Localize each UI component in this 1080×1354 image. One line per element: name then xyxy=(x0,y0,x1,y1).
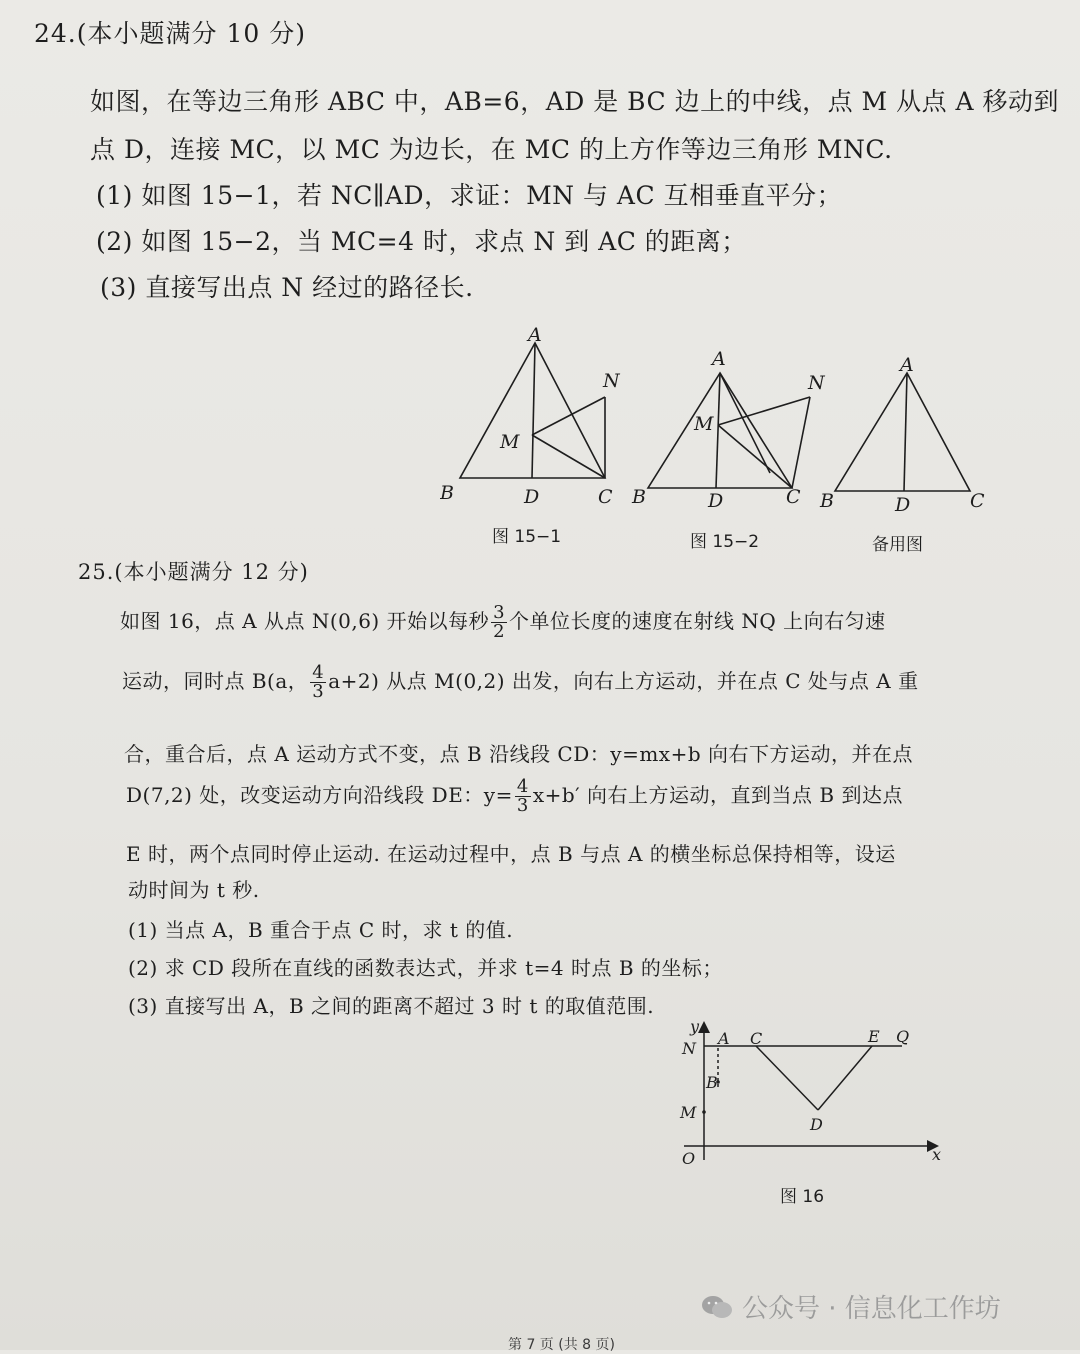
watermark xyxy=(700,1288,1001,1325)
q24-number: 24. xyxy=(34,19,77,48)
fig16-label-b: B xyxy=(706,1073,718,1092)
fig16-coordinate-plot xyxy=(670,1018,960,1178)
q25-line4 xyxy=(126,778,903,815)
fig1-label-d: D xyxy=(524,486,540,508)
fig16-segment-cd xyxy=(756,1046,818,1110)
q24-score: (本小题满分 10 分) xyxy=(76,19,306,48)
q25-number: 25. xyxy=(78,560,115,584)
fig1-label-c: C xyxy=(598,486,613,508)
q24-part1: (1) 如图 15−1，若 NC∥AD，求证：MN 与 AC 互相垂直平分； xyxy=(96,181,843,210)
fig1-label-n: N xyxy=(603,370,620,392)
q24-line2: 点 D，连接 MC，以 MC 为边长，在 MC 的上方作等边三角形 MNC. xyxy=(90,135,893,164)
fig16-segment-de xyxy=(818,1046,872,1110)
fig3-label-b: B xyxy=(820,490,834,512)
q25-l2b: a+2) 从点 M(0,2) 出发，向右上方运动，并在点 C 处与点 A 重 xyxy=(328,669,919,693)
q24-line1: 如图，在等边三角形 ABC 中，AB=6，AD 是 BC 边上的中线，点 M 从点 A 移动到 xyxy=(90,87,1060,116)
fig3-median xyxy=(904,373,907,491)
q25-line2 xyxy=(122,664,919,701)
fig16-label-x: x xyxy=(932,1145,942,1164)
q24-part2: (2) 如图 15−2，当 MC=4 时，求点 N 到 AC 的距离； xyxy=(96,227,747,256)
q25-line1 xyxy=(120,604,886,641)
fig3-label-c: C xyxy=(970,490,985,512)
fig3-label-d: D xyxy=(895,494,911,516)
fig2-label-n: N xyxy=(808,372,825,394)
fig2-label-c: C xyxy=(786,486,801,508)
fig2-median xyxy=(716,373,720,488)
fig2-label-b: B xyxy=(632,486,646,508)
fraction-4-3-a: $\frac{4}{3}$ xyxy=(312,662,325,702)
fig16-label-d: D xyxy=(810,1115,823,1134)
fraction-3-2: $\frac{3}{2}$ xyxy=(493,602,506,642)
fraction-4-3-b: $\frac{4}{3}$ xyxy=(516,776,529,816)
fig2-mn xyxy=(718,397,810,425)
q25-header xyxy=(78,556,309,586)
q24-header xyxy=(34,14,306,50)
q25-l2a: 运动，同时点 B(a， xyxy=(122,669,309,693)
page-number: 第 7 页 (共 8 页) xyxy=(508,1337,615,1353)
fig16-label-c: C xyxy=(750,1029,763,1048)
fig2-mc xyxy=(718,425,792,488)
q25-line3: 合，重合后，点 A 运动方式不变，点 B 沿线段 CD：y=mx+b 向右下方运动，并在点 xyxy=(124,742,913,766)
fig16-label-o: O xyxy=(682,1149,696,1168)
fig2-label-d: D xyxy=(708,490,724,512)
fig1-label-b: B xyxy=(440,482,454,504)
fig2-aux xyxy=(720,373,770,473)
fig2-caption: 图 15−2 xyxy=(690,532,760,552)
fig2-label-m: M xyxy=(694,413,714,435)
wechat-icon xyxy=(700,1294,734,1320)
fig16-point-m xyxy=(702,1110,706,1114)
fig3-triangle xyxy=(835,373,970,491)
fig1-median xyxy=(532,343,535,478)
q25-part2: (2) 求 CD 段所在直线的函数表达式，并求 t=4 时点 B 的坐标； xyxy=(128,956,723,980)
fig2-nc xyxy=(792,397,810,488)
fig3-label-a: A xyxy=(900,354,914,376)
fig2-label-a: A xyxy=(712,348,726,370)
fig16-label-a: A xyxy=(718,1029,730,1048)
q25-l1b: 个单位长度的速度在射线 NQ 上向右匀速 xyxy=(509,609,886,633)
q25-line6: 动时间为 t 秒. xyxy=(128,878,260,902)
q25-part3: (3) 直接写出 A，B 之间的距离不超过 3 时 t 的取值范围. xyxy=(128,994,655,1018)
fig16-label-y: y xyxy=(690,1018,700,1036)
q25-l1a: 如图 16，点 A 从点 N(0,6) 开始以每秒 xyxy=(120,609,490,633)
fig1-label-m: M xyxy=(500,431,520,453)
fig1-label-a: A xyxy=(528,325,542,346)
q25-line5: E 时，两个点同时停止运动. 在运动过程中，点 B 与点 A 的横坐标总保持相等，设运 xyxy=(126,842,896,866)
q25-l4a: D(7,2) 处，改变运动方向沿线段 DE：y= xyxy=(126,783,513,807)
fig16-label-n: N xyxy=(682,1039,696,1058)
fig16-caption: 图 16 xyxy=(780,1187,825,1207)
fig16-label-q: Q xyxy=(896,1027,910,1046)
fig16-label-e: E xyxy=(868,1027,880,1046)
q25-part1: (1) 当点 A，B 重合于点 C 时，求 t 的值. xyxy=(128,918,514,942)
q25-l4b: x+b′ 向右上方运动，直到当点 B 到达点 xyxy=(532,783,903,807)
fig3-caption: 备用图 xyxy=(872,535,923,555)
watermark-text: 公众号 · 信息化工作坊 xyxy=(742,1294,1001,1324)
q24-part3: (3) 直接写出点 N 经过的路径长. xyxy=(100,273,474,302)
q25-score: (本小题满分 12 分) xyxy=(114,560,309,584)
fig16-label-m: M xyxy=(680,1103,697,1122)
fig1-caption: 图 15−1 xyxy=(492,527,562,547)
q24-figures xyxy=(440,325,1060,525)
fig1-mn xyxy=(532,397,605,435)
